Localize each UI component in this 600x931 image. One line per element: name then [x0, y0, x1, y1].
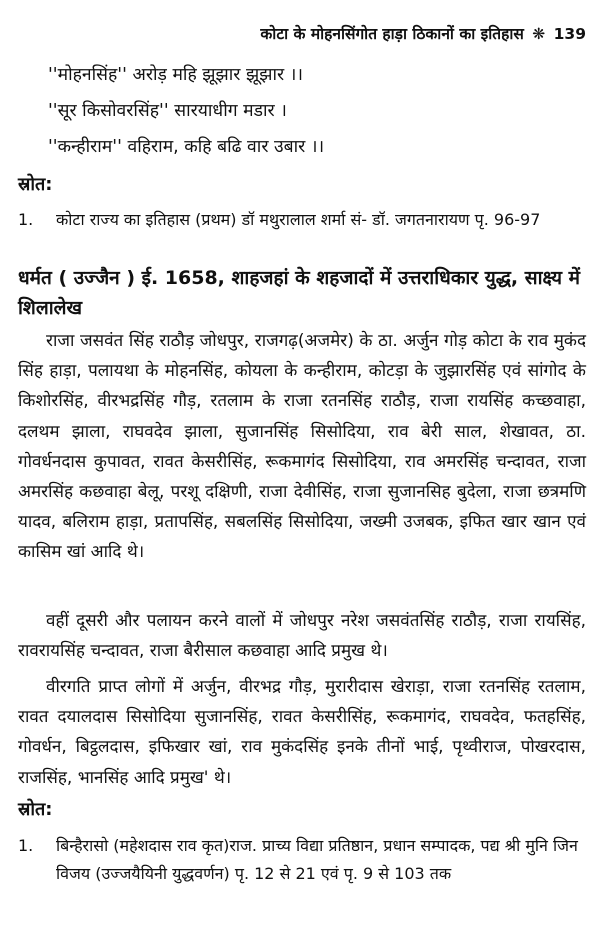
section-title: धर्मत ( उज्जैन ) ई. 1658, शाहजहां के शहजादों में उत्तराधिकार युद्ध, साक्ष्य में शिलालेख: [18, 267, 580, 319]
verse-line-1: ''मोहनसिंह'' अरोड़ महि झूझार झूझार ।।: [48, 65, 303, 85]
reference-text: बिन्हैरासो (महेशदास राव कृत)राज. प्राच्य विद्या प्रतिष्ठान, प्रधान सम्पादक, पद्य श्री मुनि जिन विजय (उज्जयैयिनी युद्धवर्णन) पृ. 12 से 21 एवं पृ. 9 से 103 तक: [56, 836, 578, 883]
reference-text: कोटा राज्य का इतिहास (प्रथम) डॉ मथुरालाल शर्मा सं- डॉ. जगतनारायण पृ. 96-97: [56, 210, 541, 229]
running-header: [14, 22, 586, 44]
reference-number: 1.: [18, 210, 34, 229]
source-heading-1: स्रोत:: [18, 174, 53, 195]
source-heading-2: स्रोत:: [18, 799, 53, 820]
page-number: 139: [553, 25, 586, 43]
paragraph-martyrs: वीरगति प्राप्त लोगों में अर्जुन, वीरभद्र गौड़, मुरारीदास खेराड़ा, राजा रतनसिंह रतलाम, रावत दयालदास सिसोदिया सुजानसिंह, रावत केसरीसिंह, रूकमागंद, राघवदेव, फतहसिंह, गोवर्धन, बिट्ठलदास, इफिखार खां, राव मुकंदसिंह इनके तीनों भाई, पृथ्वीराज, पोखरदास, राजसिंह, भानसिंह आदि प्रमुख' थे।: [18, 677, 586, 788]
flower-ornament-icon: ❋: [532, 25, 546, 43]
paragraph-participants: राजा जसवंत सिंह राठौड़ जोधपुर, राजगढ़(अजमेर) के ठा. अर्जुन गोड़ कोटा के राव मुकंद सिंह हाड़ा, पलायथा के मोहनसिंह, कोयला के कन्हीराम, कोटड़ा के जुझारसिंह एवं सांगोद के किशोरसिंह, वीरभद्रसिंह गौड़, रतलाम के राजा रतनसिंह राठौड़, राजा रायसिंह कच्छवाहा, दलथम झाला, राघवदेव झाला, सुजानसिंह सिसोदिया, राव बेरी साल, शेखावत, ठा. गोवर्धनदास कुपावत, रावत केसरीसिंह, रूकमागंद सिसोदिया, राव अमरसिंह चन्दावत, राजा अमरसिंह कछवाहा बेलू, परशू दक्षिणी, राजा देवीसिंह, राजा सुजानसिह बुदेला, राजा छत्रमणि यादव, बलिराम हाड़ा, प्रतापसिंह, सबलसिंह सिसोदिया, जख्मी उजबक, इफित खार खान एवं कासिम खां आदि थे।: [18, 331, 586, 563]
verse-line-2: ''सूर किसोवरसिंह'' सारयाधीग मडार ।: [48, 101, 287, 121]
paragraph-fled: वहीं दूसरी और पलायन करने वालों में जोधपुर नरेश जसवंतसिंह राठौड़, राजा रायसिंह, रावरायसिंह चन्दावत, राजा बैरीसाल कछवाहा आदि प्रमुख थे।: [18, 611, 586, 662]
reference-number: 1.: [18, 836, 34, 855]
verse-line-3: ''कन्हीराम'' वहिराम, कहि बढि वार उबार ।।: [48, 137, 325, 157]
header-title: कोटा के मोहनसिंगोत हाड़ा ठिकानों का इतिहास: [260, 25, 524, 43]
